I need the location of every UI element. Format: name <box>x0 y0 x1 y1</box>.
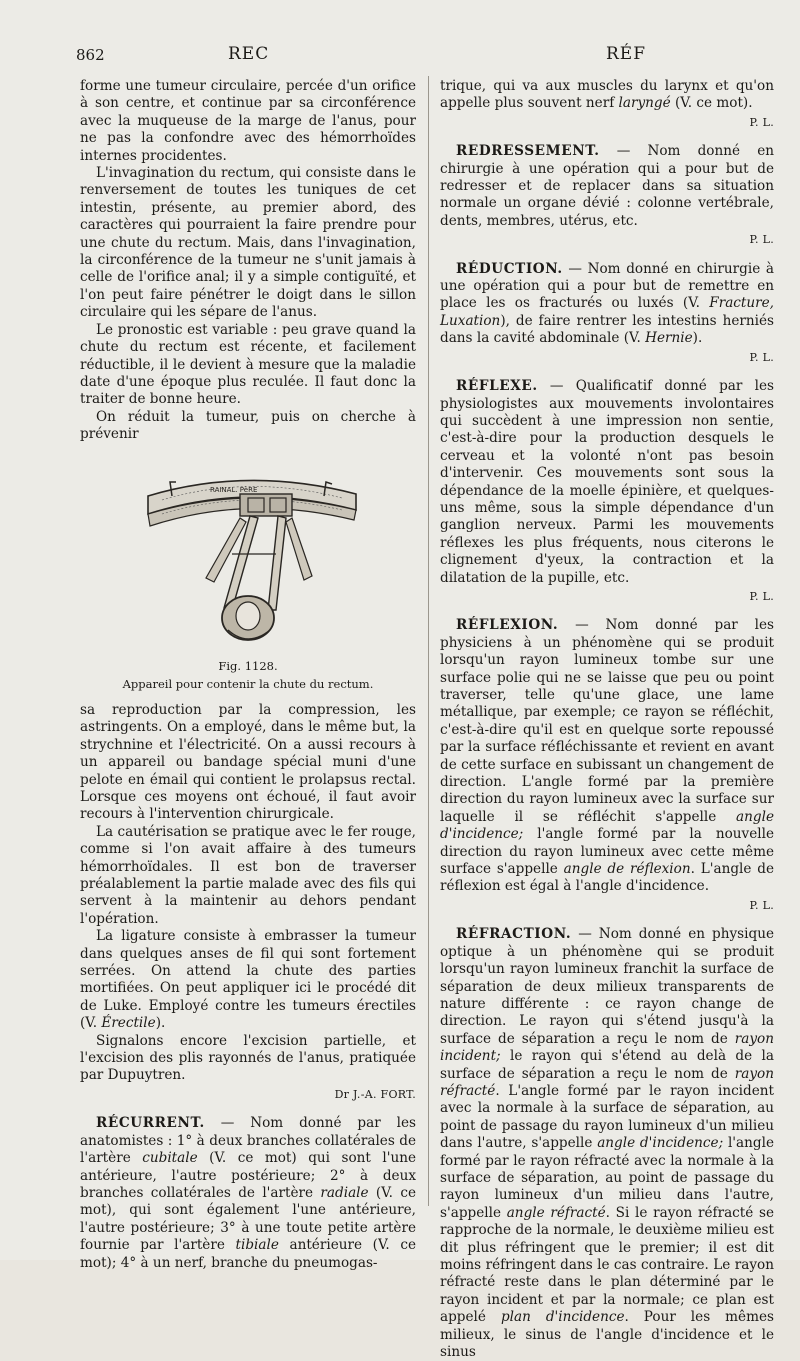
entry-recurrent <box>80 1115 416 1272</box>
text-run: (V. ce mot), qui sont également l'une antérieure, l'autre postérieure; 3° à une toute petite artère fournie par l'artère <box>80 1184 416 1254</box>
page-number: 862 <box>76 46 105 64</box>
term: angle d'incidence; <box>597 1135 724 1152</box>
header-left-title: REC <box>228 44 270 64</box>
text-run: ). <box>155 1015 166 1032</box>
term: rayon réfracté <box>440 1065 774 1099</box>
paragraph: L'invagination du rectum, qui consiste dans le renversement de toutes les tuniques de cet intestin, présente, au premier abord, des caractères qui pourraient la faire prendre pour une chute du rectum. Mais, dans l'invagination, la circonférence de la tumeur ne s'unit jamais à celle de l'orifice anal; il y a simple contiguïté, et l'on peut faire pénétrer le doigt dans le sillon circulaire qui les sépare de l'anus. <box>80 165 416 321</box>
paragraph: sa reproduction par la compression, les astringents. On a employé, dans le même but, la strychnine et l'électricité. On a aussi recours à un appareil ou bandage spécial muni d'une pelote en émail qui contient le prolapsus rectal. Lorsque ces moyens ont échoué, il faut avoir recours à l'intervention chirurgicale. <box>80 701 416 823</box>
text-run: le rayon qui s'étend au delà de la surface de séparation a reçu le nom de <box>440 1048 774 1082</box>
text-run: (V. ce mot). <box>670 95 753 112</box>
entry-reduction <box>440 261 774 348</box>
paragraph: Signalons encore l'excision partielle, et l'excision des plis rayonnés de l'anus, pratiquée par Dupuytren. <box>80 1032 416 1084</box>
entry-reflexion <box>440 617 774 896</box>
text-run: — Nom donné par les physiciens à un phénomène qui se produit lorsqu'un rayon lumineux tombe sur une surface polie qui ne se laisse que peu ou point traverser, telle qu'une glace, une lame métallique, par exemple; ce rayon se réfléchit, c'est-à-dire qu'il est en quelque sorte repoussé par la surface réfléchissante et revient en avant de cette surface en subissant un changement de direction. L'angle formé par la première direction du rayon lumineux avec la surface sur laquelle il se réfléchit s'appelle <box>440 617 774 825</box>
paragraph: La cautérisation se pratique avec le fer rouge, comme si l'on avait affaire à des tumeurs hémorrhoïdales. Il est bon de traverser préalablement la partie malade avec des fils qui servent à la maintenir au dehors pendant l'opération. <box>80 823 416 927</box>
column-divider <box>428 76 429 1206</box>
figure <box>80 458 416 692</box>
headword: REDRESSEMENT. <box>456 143 600 160</box>
signature: Dr J.-A. FORT. <box>334 1087 416 1101</box>
headword: RÉFLEXION. <box>456 617 559 634</box>
engraving-text: RAINAL. PèRE <box>210 485 258 494</box>
paragraph: On réduit la tumeur, puis on cherche à prévenir <box>80 408 416 443</box>
term: rayon incident; <box>440 1030 774 1065</box>
rectal-prolapse-appliance-illustration <box>128 458 368 658</box>
term: angle réfracté <box>506 1204 606 1221</box>
term: cubitale <box>142 1150 198 1167</box>
text-run: trique, qui va aux muscles du larynx et qu'on appelle plus souvent nerf <box>440 78 774 112</box>
text-run: . L'angle formé par le rayon incident avec la normale à la surface de séparation, au point de passage du rayon lumineux d'un milieu dans l'autre, s'appelle <box>440 1082 774 1152</box>
term: plan d'incidence <box>500 1309 625 1326</box>
entry-refraction <box>440 926 774 1361</box>
text-run: — Nom donné en chirurgie à une opération qui a pour but de remettre en place les os fracturés ou luxés (V. <box>440 260 774 312</box>
text-run: — Qualificatif donné par les physiologistes aux mouvements involontaires qui succèdent à une impression non sentie, c'est-à-dire pour la production desquels le cerveau et la volonté n'ont pas besoin d'intervenir. Ces mouvements sont sous la dépendance de la moelle épinière, et quelques-uns même, sous la simple dépendance d'un ganglion nerveux. Parmi les mouvements réflexes les plus fréquents, nous citerons le clignement d'yeux, la contraction et la dilatation de la pupille, etc. <box>440 378 774 586</box>
signature: P. L. <box>749 350 774 364</box>
text-run: . Pour les mêmes milieux, le sinus de l'angle d'incidence et le sinus <box>440 1309 774 1361</box>
paragraph <box>80 928 416 1032</box>
text-run: — Nom donné en physique optique à un phénomène qui se produit lorsqu'un rayon lumineux franchit la surface de séparation de deux milieux transparents de nature différente : ce rayon change de direction. Le rayon qui s'étend jusqu'à la surface de séparation a reçu le nom de <box>440 926 774 1047</box>
text-run: l'angle formé par la nouvelle direction du rayon lumineux avec cette même surface s'appelle <box>440 826 774 878</box>
signature: P. L. <box>749 115 774 129</box>
right-column <box>440 78 774 1361</box>
text-run: . Si le rayon réfracté se rapproche de la normale, le deuxième milieu est dit plus réfringent que le premier; il est dit moins réfringent dans le cas contraire. Le rayon réfracté reste dans le plan déterminé par le rayon incident et par la normale; ce plan est appelé <box>440 1204 775 1326</box>
running-header <box>76 44 776 68</box>
text-run: antérieure (V. ce mot); 4° à un nerf, branche du pneumogas- <box>80 1237 416 1271</box>
cross-reference: Hernie <box>645 330 693 347</box>
signature: P. L. <box>749 589 774 603</box>
text-run: (V. ce mot) qui sont l'une antérieure, l'autre postérieure; 2° à deux branches collatérales de l'artère <box>80 1150 417 1201</box>
signature: P. L. <box>749 898 774 912</box>
text-run: ). <box>692 330 703 347</box>
text-run: — Nom donné en chirurgie à une opération qui a pour but de redresser et de replacer dans sa situation normale un organe dévié : colonne vertébrale, dents, membres, utérus, etc. <box>440 143 774 229</box>
paragraph: forme une tumeur circulaire, percée d'un orifice à son centre, et continue par sa circonférence avec la muqueuse de la marge de l'anus, pour ne pas la confondre avec des hémorrhoïdes internes procidentes. <box>80 78 416 164</box>
text-run: . L'angle de réflexion est égal à l'angle d'incidence. <box>440 861 775 895</box>
term: radiale <box>320 1184 369 1201</box>
term: angle de réflexion <box>563 861 691 878</box>
figure-caption: Appareil pour contenir la chute du rectum. <box>122 676 374 691</box>
text-run: — Nom donné par les anatomistes : 1° à deux branches collatérales de l'artère <box>80 1115 416 1167</box>
entry-redressement <box>440 143 774 230</box>
cross-reference: Fracture, Luxation <box>440 295 774 329</box>
term: laryngé <box>618 95 671 112</box>
paragraph <box>440 78 774 113</box>
headword: RÉFLEXE. <box>456 378 538 395</box>
text-run: l'angle formé par le rayon réfracté avec la normale à la surface de séparation, au point de passage du rayon lumineux d'un milieu dans l'autre, s'appelle <box>440 1135 774 1221</box>
text-run: ), de faire rentrer les intestins herniés dans la cavité abdominale (V. <box>440 312 774 347</box>
cross-reference: Érectile <box>101 1015 156 1032</box>
text-run: La ligature consiste à embrasser la tumeur dans quelques anses de fil qui sont fortement serrées. On attend la chute des parties mortifiées. On peut appliquer ici le procédé dit de Luke. Employé contre les tumeurs érectiles (V. <box>80 928 416 1032</box>
paragraph: Le pronostic est variable : peu grave quand la chute du rectum est récente, et facilement réductible, il le devient à mesure que la maladie date d'une époque plus reculée. Il faut donc la traiter de bonne heure. <box>80 321 416 408</box>
entry-reflexe <box>440 378 774 587</box>
left-column <box>80 78 416 1272</box>
signature: P. L. <box>749 233 774 247</box>
figure-number: Fig. 1128. <box>218 658 278 673</box>
term: tibiale <box>235 1237 279 1254</box>
headword: RÉCURRENT. <box>96 1115 205 1132</box>
header-right-title: RÉF <box>606 44 647 64</box>
term: angle d'incidence; <box>440 808 774 843</box>
headword: RÉFRACTION. <box>456 926 572 943</box>
headword: RÉDUCTION. <box>456 260 563 277</box>
